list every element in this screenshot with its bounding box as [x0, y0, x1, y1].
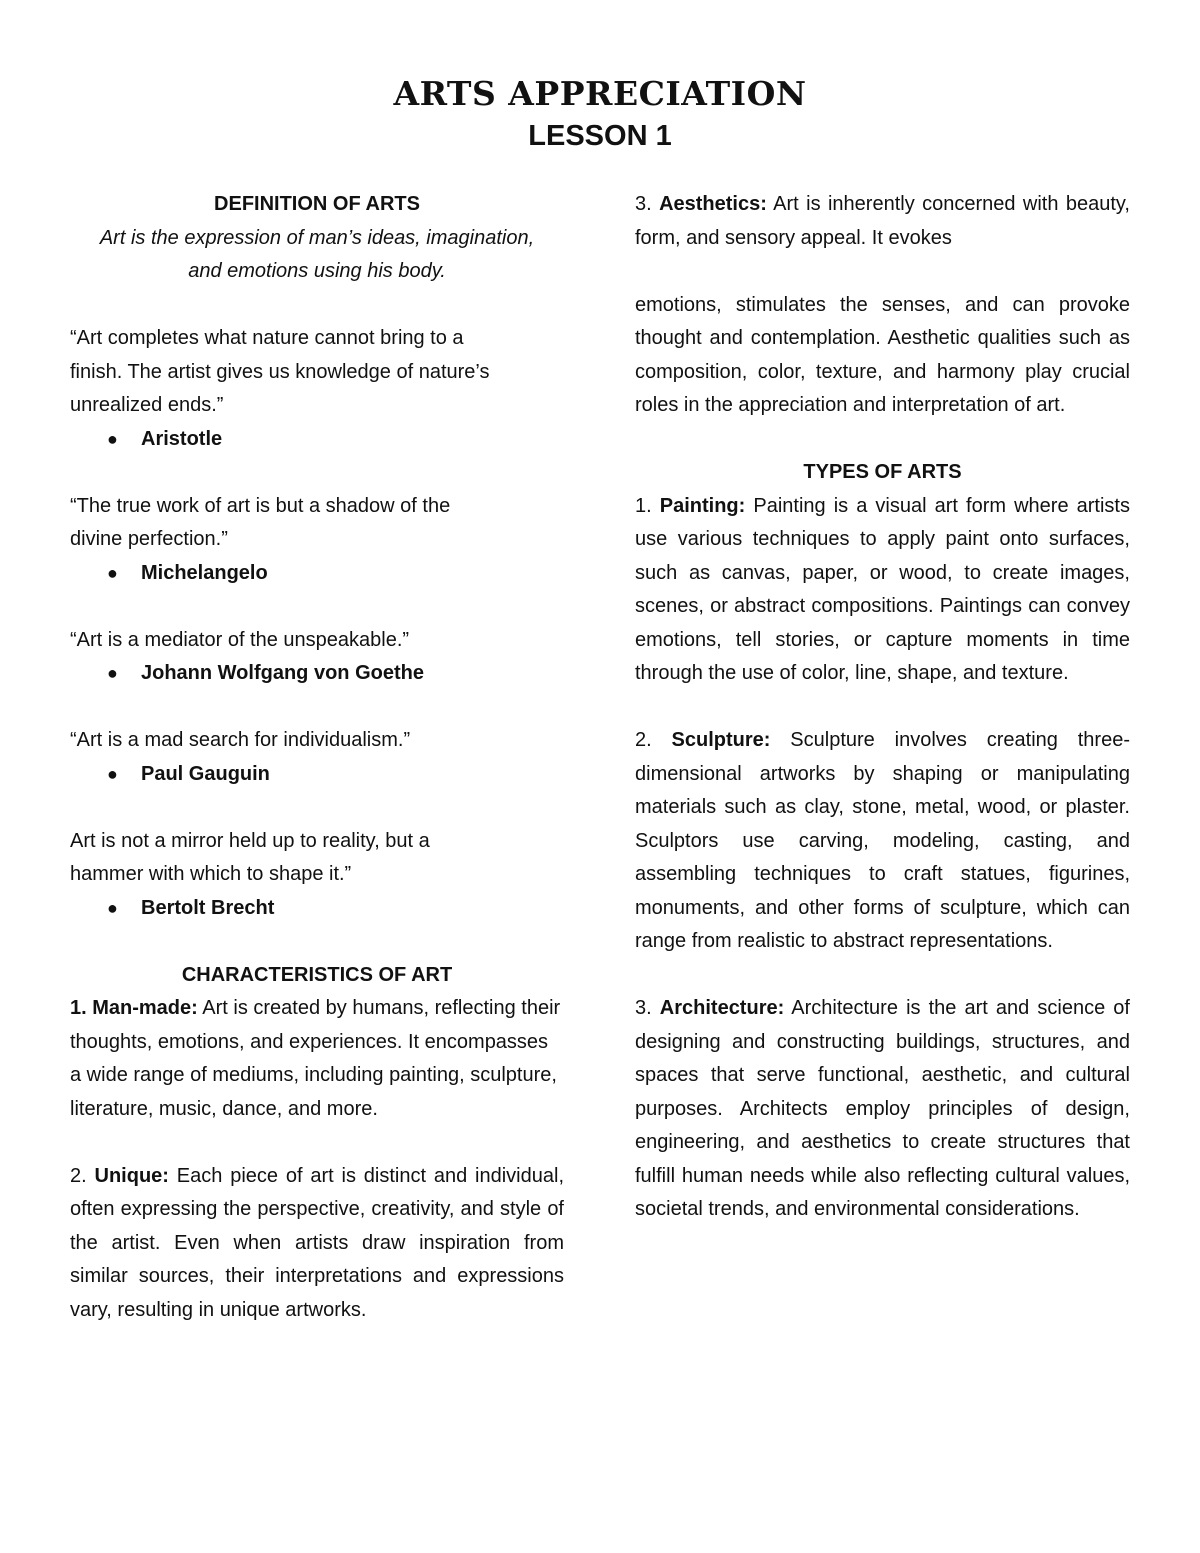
quote-text-line: “Art completes what nature cannot bring to a: [70, 327, 464, 349]
quote-text-line: “Art is a mediator of the unspeakable.”: [70, 628, 410, 651]
quote-author: ● Paul Gauguin: [70, 758, 564, 792]
quote-goethe: [70, 624, 564, 691]
quote-author: ● Johann Wolfgang von Goethe: [70, 657, 564, 691]
quote-text-line: Art is not a mirror held up to reality, but a: [70, 829, 430, 852]
bullet-icon: ●: [107, 663, 118, 683]
bullet-icon: ●: [107, 562, 118, 583]
quote-author: ● Bertolt Brecht: [70, 892, 564, 926]
quote-text-line: “Art is a mad search for individualism.”: [70, 729, 411, 751]
quote-gauguin: [70, 724, 564, 791]
quote-aristotle: [70, 322, 564, 456]
lesson-subtitle: LESSON 1: [528, 120, 672, 152]
types-heading: TYPES OF ARTS: [803, 461, 962, 483]
quote-brecht: [70, 825, 564, 926]
definition-heading: DEFINITION OF ARTS: [214, 193, 420, 215]
quote-text-line: “The true work of art is but a shadow of the: [70, 494, 451, 517]
right-column: [635, 188, 1130, 1227]
quote-text-line: finish. The artist gives us knowledge of nature’s: [70, 360, 490, 383]
bullet-icon: ●: [107, 428, 118, 449]
definition-text-line2: and emotions using his body.: [188, 260, 446, 282]
characteristic-aesthetics: 3. Aesthetics: Art is inherently concerned with beauty, form, and sensory appeal. It evokes: [635, 193, 1130, 249]
bullet-icon: ●: [107, 763, 118, 784]
bullet-icon: ●: [107, 897, 118, 918]
type-sculpture: 2. Sculpture: Sculpture involves creating three-dimensional artworks by shaping or manipulating materials such as clay, stone, metal, wood, or plaster. Sculptors use carving, modeling, casting, and assembling techniques to craft statues, figurines, monuments, and other forms of sculpture, which can range from realistic to abstract representations.: [635, 729, 1130, 952]
type-painting: 1. Painting: Painting is a visual art form where artists use various techniques to apply paint onto surfaces, such as canvas, paper, or wood, to create images, scenes, or abstract compositions. Paintings can convey emotions, tell stories, or capture moments in time through the use of color, line, shape, and texture.: [635, 494, 1130, 684]
page-title: ARTS APPRECIATION: [393, 74, 807, 113]
characteristic-man-made: 1. Man-made: Art is created by humans, reflecting their thoughts, emotions, and experiences. It encompasses a wide range of mediums, including painting, sculpture, literature, music, dance, and more.: [70, 997, 561, 1120]
quote-text-line: hammer with which to shape it.”: [70, 863, 352, 885]
characteristic-unique: 2. Unique: Each piece of art is distinct and individual, often expressing the perspective, creativity, and style of the artist. Even when artists draw inspiration from similar sources, their interpretations and expressions vary, resulting in unique artworks.: [70, 1164, 564, 1321]
quote-author: ● Aristotle: [70, 423, 564, 457]
left-column: [70, 188, 564, 1327]
quote-text-line: divine perfection.”: [70, 528, 228, 550]
aesthetics-continued: emotions, stimulates the senses, and can provoke thought and contemplation. Aesthetic qualities such as composition, color, texture, and harmony play crucial roles in the appreciation and interpretation of art.: [635, 293, 1130, 416]
type-architecture: 3. Architecture: Architecture is the art and science of designing and constructing buildings, structures, and spaces that serve functional, aesthetic, and cultural purposes. Architects employ principles of design, engineering, and aesthetics to create structures that fulfill human needs while also reflecting cultural values, societal trends, and environmental considerations.: [635, 997, 1130, 1220]
characteristics-heading: CHARACTERISTICS OF ART: [181, 963, 453, 986]
quote-michelangelo: [70, 490, 564, 591]
quote-text-line: unrealized ends.”: [70, 394, 224, 416]
definition-text-line1: Art is the expression of man’s ideas, imagination,: [99, 226, 535, 249]
quote-author: ● Michelangelo: [70, 557, 564, 591]
